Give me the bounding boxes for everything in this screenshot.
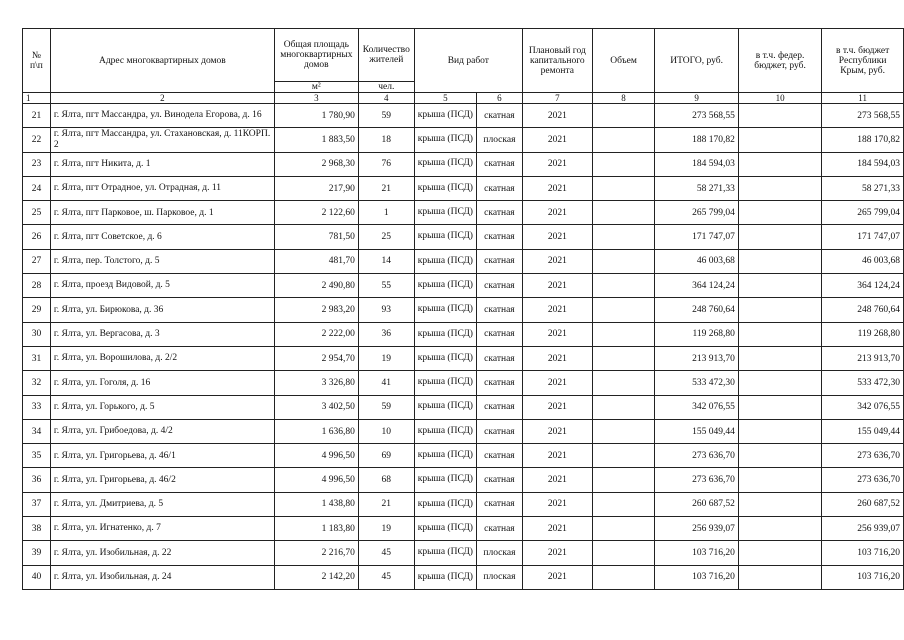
column-number: 6 xyxy=(476,93,522,104)
table-row xyxy=(23,274,904,298)
cell-roof-type: скатная xyxy=(476,201,522,225)
cell-no: 26 xyxy=(23,225,51,249)
table-body xyxy=(23,104,904,590)
column-number: 5 xyxy=(414,93,476,104)
cell-no: 29 xyxy=(23,298,51,322)
cell-roof-type: скатная xyxy=(476,419,522,443)
table-row xyxy=(23,346,904,370)
table-row xyxy=(23,249,904,273)
cell-federal xyxy=(738,249,821,273)
cell-federal xyxy=(738,371,821,395)
cell-no: 38 xyxy=(23,517,51,541)
cell-area: 2 968,30 xyxy=(274,152,358,176)
cell-area: 2 216,70 xyxy=(274,541,358,565)
table-row xyxy=(23,444,904,468)
cell-volume xyxy=(592,249,655,273)
cell-work-type: крыша (ПСД) xyxy=(414,104,476,128)
cell-total: 260 687,52 xyxy=(655,492,739,516)
cell-address: г. Ялта, ул. Бирюкова, д. 36 xyxy=(50,298,274,322)
cell-roof-type: скатная xyxy=(476,395,522,419)
cell-crimea: 342 076,55 xyxy=(822,395,904,419)
cell-total: 342 076,55 xyxy=(655,395,739,419)
cell-no: 22 xyxy=(23,128,51,152)
table-row xyxy=(23,565,904,589)
cell-volume xyxy=(592,152,655,176)
cell-volume xyxy=(592,419,655,443)
cell-no: 31 xyxy=(23,346,51,370)
cell-volume xyxy=(592,395,655,419)
cell-no: 30 xyxy=(23,322,51,346)
cell-address: г. Ялта, пгт Советское, д. 6 xyxy=(50,225,274,249)
cell-roof-type: скатная xyxy=(476,176,522,200)
table-row xyxy=(23,395,904,419)
cell-volume xyxy=(592,517,655,541)
cell-crimea: 265 799,04 xyxy=(822,201,904,225)
cell-area: 2 142,20 xyxy=(274,565,358,589)
cell-no: 27 xyxy=(23,249,51,273)
cell-crimea: 58 271,33 xyxy=(822,176,904,200)
cell-crimea: 364 124,24 xyxy=(822,274,904,298)
cell-work-type: крыша (ПСД) xyxy=(414,128,476,152)
cell-area: 4 996,50 xyxy=(274,468,358,492)
table-row xyxy=(23,104,904,128)
cell-area: 2 983,20 xyxy=(274,298,358,322)
cell-residents: 76 xyxy=(358,152,414,176)
cell-area: 1 183,80 xyxy=(274,517,358,541)
cell-year: 2021 xyxy=(522,128,592,152)
column-number-row xyxy=(23,93,904,104)
cell-crimea: 248 760,64 xyxy=(822,298,904,322)
cell-federal xyxy=(738,152,821,176)
cell-year: 2021 xyxy=(522,492,592,516)
cell-year: 2021 xyxy=(522,565,592,589)
cell-total: 265 799,04 xyxy=(655,201,739,225)
cell-federal xyxy=(738,322,821,346)
unit-area: м² xyxy=(274,82,358,93)
column-number: 2 xyxy=(50,93,274,104)
cell-federal xyxy=(738,395,821,419)
cell-year: 2021 xyxy=(522,419,592,443)
cell-volume xyxy=(592,565,655,589)
cell-residents: 25 xyxy=(358,225,414,249)
cell-total: 213 913,70 xyxy=(655,346,739,370)
cell-total: 188 170,82 xyxy=(655,128,739,152)
cell-work-type: крыша (ПСД) xyxy=(414,298,476,322)
table-row xyxy=(23,322,904,346)
header-address: Адрес многоквартирных домов xyxy=(50,29,274,93)
cell-federal xyxy=(738,517,821,541)
cell-total: 119 268,80 xyxy=(655,322,739,346)
column-number: 3 xyxy=(274,93,358,104)
cell-no: 33 xyxy=(23,395,51,419)
cell-area: 217,90 xyxy=(274,176,358,200)
cell-work-type: крыша (ПСД) xyxy=(414,444,476,468)
cell-residents: 45 xyxy=(358,541,414,565)
header-area: Общая площадь многоквартирных домов xyxy=(274,29,358,82)
cell-volume xyxy=(592,274,655,298)
header-work-type: Вид работ xyxy=(414,29,522,93)
cell-federal xyxy=(738,468,821,492)
cell-work-type: крыша (ПСД) xyxy=(414,322,476,346)
cell-total: 533 472,30 xyxy=(655,371,739,395)
cell-no: 40 xyxy=(23,565,51,589)
cell-residents: 41 xyxy=(358,371,414,395)
cell-residents: 45 xyxy=(358,565,414,589)
cell-federal xyxy=(738,201,821,225)
cell-residents: 19 xyxy=(358,346,414,370)
cell-roof-type: скатная xyxy=(476,346,522,370)
cell-address: г. Ялта, ул. Гоголя, д. 16 xyxy=(50,371,274,395)
cell-year: 2021 xyxy=(522,346,592,370)
table-row xyxy=(23,517,904,541)
cell-roof-type: скатная xyxy=(476,468,522,492)
cell-year: 2021 xyxy=(522,444,592,468)
cell-roof-type: плоская xyxy=(476,565,522,589)
column-number: 1 xyxy=(23,93,51,104)
cell-area: 781,50 xyxy=(274,225,358,249)
cell-address: г. Ялта, проезд Видовой, д. 5 xyxy=(50,274,274,298)
table-row xyxy=(23,152,904,176)
cell-residents: 55 xyxy=(358,274,414,298)
table-row xyxy=(23,468,904,492)
cell-address: г. Ялта, ул. Вергасова, д. 3 xyxy=(50,322,274,346)
cell-federal xyxy=(738,274,821,298)
cell-federal xyxy=(738,565,821,589)
cell-roof-type: плоская xyxy=(476,128,522,152)
cell-federal xyxy=(738,128,821,152)
cell-total: 171 747,07 xyxy=(655,225,739,249)
cell-residents: 1 xyxy=(358,201,414,225)
cell-roof-type: скатная xyxy=(476,322,522,346)
cell-work-type: крыша (ПСД) xyxy=(414,517,476,541)
cell-roof-type: скатная xyxy=(476,225,522,249)
cell-no: 32 xyxy=(23,371,51,395)
cell-year: 2021 xyxy=(522,517,592,541)
cell-year: 2021 xyxy=(522,225,592,249)
column-number: 11 xyxy=(822,93,904,104)
cell-volume xyxy=(592,346,655,370)
cell-area: 2 490,80 xyxy=(274,274,358,298)
cell-address: г. Ялта, пер. Толстого, д. 5 xyxy=(50,249,274,273)
header-federal: в т.ч. федер. бюджет, руб. xyxy=(738,29,821,93)
cell-area: 2 222,00 xyxy=(274,322,358,346)
cell-roof-type: скатная xyxy=(476,298,522,322)
cell-area: 2 954,70 xyxy=(274,346,358,370)
cell-volume xyxy=(592,128,655,152)
cell-volume xyxy=(592,444,655,468)
cell-work-type: крыша (ПСД) xyxy=(414,201,476,225)
header-crimea: в т.ч. бюджет Республики Крым, руб. xyxy=(822,29,904,93)
cell-total: 364 124,24 xyxy=(655,274,739,298)
cell-address: г. Ялта, ул. Григорьева, д. 46/2 xyxy=(50,468,274,492)
header-total: ИТОГО, руб. xyxy=(655,29,739,93)
cell-federal xyxy=(738,104,821,128)
cell-year: 2021 xyxy=(522,152,592,176)
cell-total: 46 003,68 xyxy=(655,249,739,273)
cell-residents: 69 xyxy=(358,444,414,468)
cell-work-type: крыша (ПСД) xyxy=(414,274,476,298)
cell-total: 103 716,20 xyxy=(655,565,739,589)
cell-work-type: крыша (ПСД) xyxy=(414,152,476,176)
cell-address: г. Ялта, ул. Горького, д. 5 xyxy=(50,395,274,419)
cell-address: г. Ялта, ул. Ворошилова, д. 2/2 xyxy=(50,346,274,370)
cell-year: 2021 xyxy=(522,201,592,225)
header-no: № п\п xyxy=(23,29,51,93)
cell-work-type: крыша (ПСД) xyxy=(414,176,476,200)
cell-roof-type: скатная xyxy=(476,152,522,176)
cell-crimea: 171 747,07 xyxy=(822,225,904,249)
cell-year: 2021 xyxy=(522,176,592,200)
cell-address: г. Ялта, пгт Никита, д. 1 xyxy=(50,152,274,176)
cell-area: 1 438,80 xyxy=(274,492,358,516)
cell-year: 2021 xyxy=(522,541,592,565)
cell-crimea: 533 472,30 xyxy=(822,371,904,395)
cell-crimea: 273 568,55 xyxy=(822,104,904,128)
table-row xyxy=(23,298,904,322)
cell-work-type: крыша (ПСД) xyxy=(414,565,476,589)
cell-volume xyxy=(592,541,655,565)
cell-crimea: 273 636,70 xyxy=(822,468,904,492)
cell-volume xyxy=(592,201,655,225)
table-row xyxy=(23,128,904,152)
cell-area: 3 402,50 xyxy=(274,395,358,419)
cell-work-type: крыша (ПСД) xyxy=(414,371,476,395)
cell-address: г. Ялта, ул. Изобильная, д. 22 xyxy=(50,541,274,565)
column-number: 10 xyxy=(738,93,821,104)
cell-year: 2021 xyxy=(522,298,592,322)
column-number: 4 xyxy=(358,93,414,104)
cell-volume xyxy=(592,176,655,200)
cell-residents: 68 xyxy=(358,468,414,492)
column-number: 8 xyxy=(592,93,655,104)
cell-work-type: крыша (ПСД) xyxy=(414,492,476,516)
cell-no: 28 xyxy=(23,274,51,298)
cell-area: 3 326,80 xyxy=(274,371,358,395)
header-row xyxy=(23,29,904,82)
cell-crimea: 184 594,03 xyxy=(822,152,904,176)
cell-address: г. Ялта, ул. Григорьева, д. 46/1 xyxy=(50,444,274,468)
cell-total: 103 716,20 xyxy=(655,541,739,565)
cell-year: 2021 xyxy=(522,395,592,419)
cell-address: г. Ялта, ул. Изобильная, д. 24 xyxy=(50,565,274,589)
cell-federal xyxy=(738,346,821,370)
cell-address: г. Ялта, ул. Игнатенко, д. 7 xyxy=(50,517,274,541)
cell-residents: 21 xyxy=(358,492,414,516)
cell-residents: 93 xyxy=(358,298,414,322)
cell-federal xyxy=(738,444,821,468)
column-number: 9 xyxy=(655,93,739,104)
cell-total: 273 636,70 xyxy=(655,444,739,468)
cell-no: 25 xyxy=(23,201,51,225)
cell-volume xyxy=(592,322,655,346)
cell-address: г. Ялта, пгт Парковое, ш. Парковое, д. 1 xyxy=(50,201,274,225)
cell-work-type: крыша (ПСД) xyxy=(414,395,476,419)
cell-federal xyxy=(738,298,821,322)
cell-work-type: крыша (ПСД) xyxy=(414,468,476,492)
cell-residents: 59 xyxy=(358,395,414,419)
cell-federal xyxy=(738,225,821,249)
cell-area: 481,70 xyxy=(274,249,358,273)
cell-crimea: 188 170,82 xyxy=(822,128,904,152)
cell-residents: 21 xyxy=(358,176,414,200)
cell-volume xyxy=(592,468,655,492)
cell-area: 4 996,50 xyxy=(274,444,358,468)
cell-crimea: 256 939,07 xyxy=(822,517,904,541)
cell-roof-type: плоская xyxy=(476,541,522,565)
cell-residents: 18 xyxy=(358,128,414,152)
cell-crimea: 213 913,70 xyxy=(822,346,904,370)
cell-roof-type: скатная xyxy=(476,517,522,541)
header-volume: Объем xyxy=(592,29,655,93)
cell-year: 2021 xyxy=(522,468,592,492)
cell-residents: 59 xyxy=(358,104,414,128)
cell-no: 21 xyxy=(23,104,51,128)
cell-area: 2 122,60 xyxy=(274,201,358,225)
capital-repair-table xyxy=(22,28,904,590)
cell-crimea: 46 003,68 xyxy=(822,249,904,273)
cell-roof-type: скатная xyxy=(476,274,522,298)
cell-work-type: крыша (ПСД) xyxy=(414,346,476,370)
cell-federal xyxy=(738,541,821,565)
cell-volume xyxy=(592,225,655,249)
cell-total: 256 939,07 xyxy=(655,517,739,541)
cell-year: 2021 xyxy=(522,274,592,298)
cell-volume xyxy=(592,371,655,395)
table-row xyxy=(23,541,904,565)
cell-residents: 10 xyxy=(358,419,414,443)
column-number: 7 xyxy=(522,93,592,104)
cell-crimea: 155 049,44 xyxy=(822,419,904,443)
cell-total: 273 636,70 xyxy=(655,468,739,492)
table-row xyxy=(23,225,904,249)
cell-federal xyxy=(738,176,821,200)
cell-roof-type: скатная xyxy=(476,104,522,128)
cell-work-type: крыша (ПСД) xyxy=(414,225,476,249)
cell-no: 39 xyxy=(23,541,51,565)
cell-address: г. Ялта, пгт Массандра, ул. Стахановская, д. 11КОРП. 2 xyxy=(50,128,274,152)
cell-federal xyxy=(738,419,821,443)
cell-work-type: крыша (ПСД) xyxy=(414,419,476,443)
cell-federal xyxy=(738,492,821,516)
cell-roof-type: скатная xyxy=(476,371,522,395)
cell-area: 1 636,80 xyxy=(274,419,358,443)
cell-total: 273 568,55 xyxy=(655,104,739,128)
cell-area: 1 883,50 xyxy=(274,128,358,152)
cell-residents: 36 xyxy=(358,322,414,346)
table-row xyxy=(23,371,904,395)
cell-no: 35 xyxy=(23,444,51,468)
cell-year: 2021 xyxy=(522,249,592,273)
cell-volume xyxy=(592,492,655,516)
cell-crimea: 119 268,80 xyxy=(822,322,904,346)
cell-crimea: 273 636,70 xyxy=(822,444,904,468)
cell-address: г. Ялта, пгт Отрадное, ул. Отрадная, д. 11 xyxy=(50,176,274,200)
table-row xyxy=(23,492,904,516)
cell-roof-type: скатная xyxy=(476,444,522,468)
cell-crimea: 103 716,20 xyxy=(822,565,904,589)
header-year: Плановый год капитального ремонта xyxy=(522,29,592,93)
cell-total: 155 049,44 xyxy=(655,419,739,443)
cell-residents: 19 xyxy=(358,517,414,541)
cell-year: 2021 xyxy=(522,104,592,128)
cell-residents: 14 xyxy=(358,249,414,273)
cell-no: 36 xyxy=(23,468,51,492)
cell-no: 24 xyxy=(23,176,51,200)
cell-no: 23 xyxy=(23,152,51,176)
table-row xyxy=(23,176,904,200)
cell-address: г. Ялта, ул. Дмитриева, д. 5 xyxy=(50,492,274,516)
cell-total: 58 271,33 xyxy=(655,176,739,200)
cell-work-type: крыша (ПСД) xyxy=(414,249,476,273)
cell-crimea: 260 687,52 xyxy=(822,492,904,516)
cell-volume xyxy=(592,104,655,128)
table-row xyxy=(23,201,904,225)
cell-year: 2021 xyxy=(522,371,592,395)
cell-roof-type: скатная xyxy=(476,249,522,273)
header-residents: Количество жителей xyxy=(358,29,414,82)
cell-no: 34 xyxy=(23,419,51,443)
cell-roof-type: скатная xyxy=(476,492,522,516)
cell-address: г. Ялта, ул. Грибоедова, д. 4/2 xyxy=(50,419,274,443)
cell-area: 1 780,90 xyxy=(274,104,358,128)
cell-work-type: крыша (ПСД) xyxy=(414,541,476,565)
cell-total: 248 760,64 xyxy=(655,298,739,322)
cell-total: 184 594,03 xyxy=(655,152,739,176)
unit-residents: чел. xyxy=(358,82,414,93)
cell-address: г. Ялта, пгт Массандра, ул. Винодела Егорова, д. 16 xyxy=(50,104,274,128)
cell-crimea: 103 716,20 xyxy=(822,541,904,565)
table-row xyxy=(23,419,904,443)
cell-volume xyxy=(592,298,655,322)
cell-no: 37 xyxy=(23,492,51,516)
cell-year: 2021 xyxy=(522,322,592,346)
